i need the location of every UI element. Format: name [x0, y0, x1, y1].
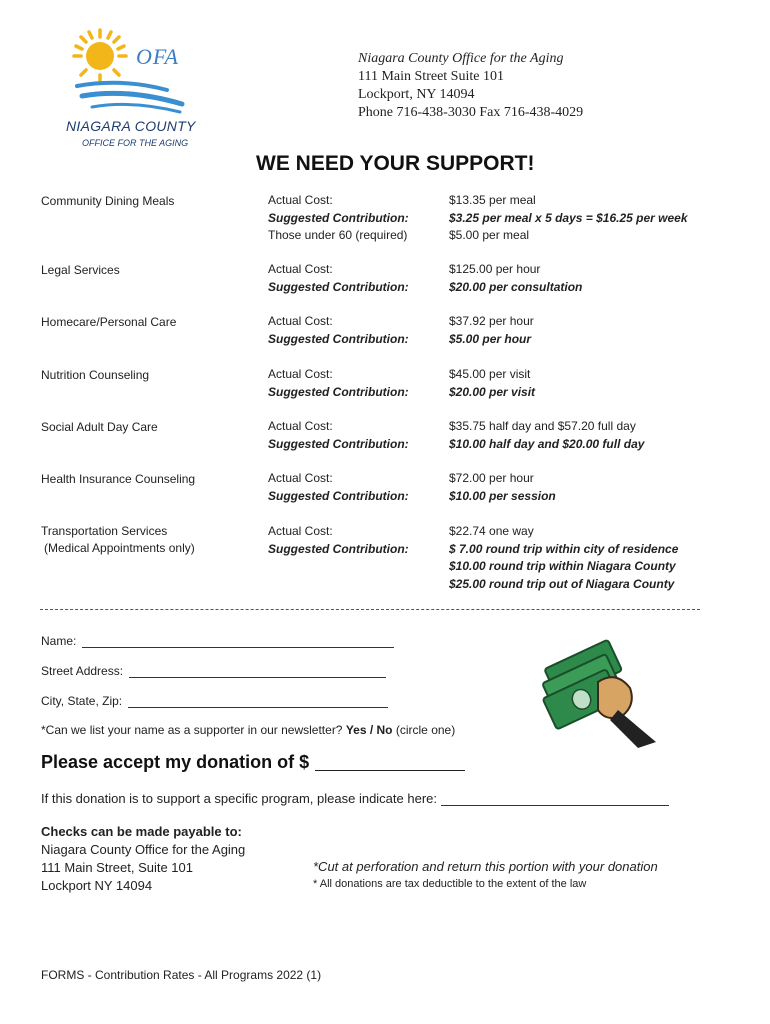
street-blank[interactable] [129, 665, 386, 678]
value-actual: $125.00 per hour [449, 262, 541, 276]
service-values [449, 313, 534, 348]
page-title: WE NEED YOUR SUPPORT! [256, 152, 535, 175]
label-suggested: Suggested Contribution: [268, 384, 409, 399]
service-labels [268, 261, 409, 296]
service-labels [268, 523, 409, 558]
service-values [449, 418, 644, 453]
water-waves-icon [77, 83, 182, 112]
sun-icon [74, 30, 126, 82]
checks-line: Lockport NY 14094 [41, 878, 153, 893]
footer-text: FORMS - Contribution Rates - All Programs 2022 (1) [41, 968, 322, 982]
label-suggested: Suggested Contribution: [268, 210, 409, 225]
label-suggested: Suggested Contribution: [268, 331, 409, 346]
ofa-logo [62, 28, 202, 118]
service-values [449, 470, 556, 505]
name-label: Name: [41, 634, 77, 648]
value-actual: $45.00 per visit [449, 367, 531, 381]
newsletter-text: *Can we list your name as a supporter in our newsletter? [41, 723, 343, 737]
value-suggested: $ 7.00 round trip within city of residence [449, 541, 679, 556]
service-name: Transportation Services [41, 524, 168, 538]
newsletter-hint: (circle one) [395, 723, 456, 737]
label-suggested: Suggested Contribution: [268, 279, 409, 294]
newsletter-question [41, 723, 455, 737]
service-values [449, 192, 688, 245]
label-actual: Actual Cost: [268, 524, 333, 538]
value-suggested-out: $25.00 round trip out of Niagara County [449, 576, 675, 591]
service-values [449, 261, 582, 296]
logo-county: NIAGARA COUNTY [66, 118, 196, 134]
value-suggested: $10.00 half day and $20.00 full day [449, 436, 645, 451]
value-actual: $13.35 per meal [449, 193, 536, 207]
service-labels [268, 313, 409, 348]
donation-blank[interactable] [315, 754, 465, 771]
label-suggested: Suggested Contribution: [268, 436, 409, 451]
label-actual: Actual Cost: [268, 471, 333, 485]
label-actual: Actual Cost: [268, 314, 333, 328]
service-name: Homecare/Personal Care [41, 315, 177, 329]
name-blank[interactable] [82, 635, 394, 648]
street-field[interactable] [41, 664, 386, 678]
logo-office: OFFICE FOR THE AGING [82, 138, 189, 148]
service-name: Legal Services [41, 263, 120, 277]
value-actual: $72.00 per hour [449, 471, 534, 485]
service-labels [268, 470, 409, 505]
service-labels [268, 192, 409, 245]
service-labels [268, 366, 409, 401]
specific-blank[interactable] [441, 793, 669, 806]
newsletter-options[interactable]: Yes / No [345, 723, 393, 737]
service-values [449, 366, 535, 401]
city-blank[interactable] [128, 695, 388, 708]
service-labels [268, 418, 409, 453]
label-actual: Actual Cost: [268, 367, 333, 381]
label-suggested: Suggested Contribution: [268, 488, 409, 503]
value-suggested: $5.00 per hour [449, 331, 532, 346]
label-suggested: Suggested Contribution: [268, 541, 409, 556]
donation-label: Please accept my donation of $ [41, 752, 310, 772]
specific-program-field[interactable] [41, 791, 669, 806]
value-actual: $22.74 one way [449, 524, 534, 538]
specific-label: If this donation is to support a specific program, please indicate here: [41, 791, 437, 806]
service-subnote: (Medical Appointments only) [44, 541, 195, 555]
value-suggested: $3.25 per meal x 5 days = $16.25 per week [449, 210, 688, 225]
city-field[interactable] [41, 694, 388, 708]
service-name: Nutrition Counseling [41, 368, 150, 382]
cut-note: *Cut at perforation and return this portion with your donation [313, 859, 658, 874]
value-suggested-county: $10.00 round trip within Niagara County [449, 559, 676, 573]
value-actual: $35.75 half day and $57.20 full day [449, 419, 636, 433]
address-street: 111 Main Street Suite 101 [358, 69, 504, 84]
checks-line: 111 Main Street, Suite 101 [41, 860, 194, 875]
name-field[interactable] [41, 634, 394, 648]
label-actual: Actual Cost: [268, 193, 333, 207]
address-phone: Phone 716-438-3030 Fax 716-438-4029 [358, 105, 584, 120]
value-suggested: $20.00 per consultation [449, 279, 583, 294]
value-suggested: $10.00 per session [449, 488, 556, 503]
checks-heading: Checks can be made payable to: [41, 824, 242, 839]
donation-field[interactable] [41, 752, 465, 773]
value-suggested: $20.00 per visit [449, 384, 536, 399]
money-hand-icon [538, 630, 673, 750]
service-name: Social Adult Day Care [41, 420, 158, 434]
label-actual: Actual Cost: [268, 419, 333, 433]
value-actual: $37.92 per hour [449, 314, 534, 328]
street-label: Street Address: [41, 664, 124, 678]
city-label: City, State, Zip: [41, 694, 123, 708]
perforation-line [40, 609, 700, 610]
logo-initials: OFA [136, 44, 179, 69]
service-name: Community Dining Meals [41, 194, 175, 208]
address-block [358, 50, 583, 122]
service-values [449, 523, 678, 593]
service-name: Health Insurance Counseling [41, 472, 196, 486]
address-org: Niagara County Office for the Aging [358, 51, 564, 66]
address-city: Lockport, NY 14094 [358, 87, 475, 102]
tax-note: * All donations are tax deductible to the extent of the law [313, 878, 587, 890]
checks-line: Niagara County Office for the Aging [41, 842, 246, 857]
label-actual: Actual Cost: [268, 262, 333, 276]
label-under60: Those under 60 (required) [268, 228, 408, 242]
value-under60: $5.00 per meal [449, 228, 530, 242]
checks-payable-block [41, 823, 245, 895]
